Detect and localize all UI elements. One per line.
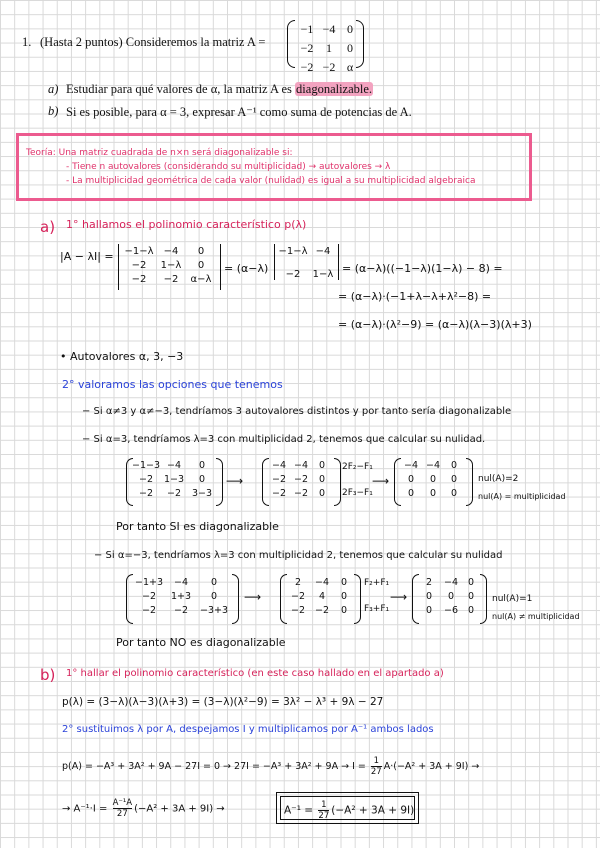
case-3: − Si α=−3, tendríamos λ=3 con multiplicidad 2, tenemos que calcular su nulidad: [94, 550, 503, 561]
matrix-cell: −2: [163, 274, 179, 285]
matrix-cell: −2: [131, 274, 147, 285]
fraction-denominator: 27: [370, 767, 382, 777]
derivation-line-1-head: p(A) = −A³ + 3A² + 9A − 27I = 0 → 27I = −A³ + 3A² + 9A → I =: [62, 761, 369, 772]
minor-matrix: [278, 246, 338, 280]
matrix-cell: 1: [326, 41, 332, 55]
problem-number: 1.: [22, 35, 32, 49]
matrix-cell: 0: [429, 474, 437, 485]
nullity-2-note: nul(A) ≠ multiplicidad: [492, 612, 580, 621]
section-a-step2: 2° valoramos las opciones que tenemos: [62, 378, 283, 391]
arrow-icon: ⟶: [226, 474, 244, 488]
matrix-cell: −2: [166, 488, 181, 499]
row-op: F₂+F₁: [364, 578, 390, 588]
matrix-cell: 0: [318, 460, 326, 471]
arrow-icon: ⟶: [244, 590, 262, 604]
matrix-cell: −4: [173, 577, 188, 588]
det-bar-right: [220, 244, 221, 290]
result-tail: (−A² + 3A + 9I): [331, 804, 415, 817]
matrix-m6: [418, 577, 480, 616]
matrix-cell: 0: [340, 591, 348, 602]
matrix-cell: 1+3: [170, 591, 192, 602]
matrix-cell: 0: [340, 605, 348, 616]
section-b-label: b): [40, 666, 56, 684]
theory-line-3: - La multiplicidad geométrica de cada valor (nulidad) es igual a su multiplicidad algebraica: [66, 176, 476, 186]
part-a-body: Estudiar para qué valores de α, la matriz A es: [66, 82, 292, 96]
matrix-cell: 2: [294, 577, 302, 588]
eq-line-3: = (α−λ)·(λ²−9) = (α−λ)(λ−3)(λ+3): [338, 318, 532, 331]
matrix-cell: −2: [293, 474, 308, 485]
matrix-cell: 0: [467, 577, 475, 588]
matrix-cell: −1−λ: [278, 246, 308, 257]
matrix-cell: −2: [271, 474, 286, 485]
matrix-cell: 0: [447, 591, 455, 602]
det-bar-left: [118, 244, 119, 290]
matrix-cell: 0: [450, 488, 458, 499]
fraction: [113, 798, 133, 819]
matrix-cell: −4: [322, 22, 336, 36]
matrix-cell: −2: [293, 488, 308, 499]
matrix-cell: −2: [314, 605, 329, 616]
conclusion-2: Por tanto NO es diagonalizable: [116, 636, 286, 649]
section-a-step1: 1° hallamos el polinomio característico p(λ): [66, 218, 307, 231]
matrix-m5: [286, 577, 354, 616]
derivation-line-1: [62, 756, 479, 777]
row-op: 2F₃−F₁: [342, 488, 373, 498]
matrix-m2: [268, 460, 332, 499]
matrix-cell: −4: [166, 460, 181, 471]
matrix-cell: −4: [403, 460, 418, 471]
matrix-cell: 0: [197, 260, 205, 271]
matrix-cell: −4: [425, 460, 440, 471]
matrix-cell: −2: [285, 269, 301, 280]
matrix-cell: −2: [300, 41, 314, 55]
derivation-line-2: [62, 798, 225, 819]
matrix-cell: −4: [271, 460, 286, 471]
m5-bracket-r: [354, 574, 361, 624]
derivation-line-1-tail: A·(−A² + 3A + 9I) →: [383, 761, 480, 772]
matrix-cell: −1: [300, 22, 314, 36]
matrix-cell: 0: [318, 488, 326, 499]
part-b-text: Si es posible, para α = 3, expresar A⁻¹ como suma de potencias de A.: [66, 105, 412, 119]
matrix-a-left-bracket: [287, 20, 295, 68]
matrix-cell: −4: [315, 246, 331, 257]
row-op: F₃+F₁: [364, 604, 390, 614]
section-a-label: a): [40, 218, 56, 236]
section-b-step1: 1° hallar el polinomio característico (en este caso hallado en el apartado a): [66, 668, 444, 679]
m1-bracket-r: [216, 458, 223, 506]
det-times: = (α−λ): [224, 262, 269, 275]
conclusion-1: Por tanto SI es diagonalizable: [116, 520, 279, 533]
theory-line-1: Teoría: Una matriz cuadrada de n×n será diagonalizable si:: [26, 148, 293, 158]
matrix-cell: 0: [198, 474, 206, 485]
matrix-cell: 0: [407, 488, 415, 499]
nullity-1-note: nul(A) = multiplicidad: [478, 492, 566, 501]
matrix-cell: 0: [347, 41, 353, 55]
matrix-cell: 0: [340, 577, 348, 588]
fraction: [371, 756, 382, 777]
fraction-numerator: 1: [318, 800, 329, 811]
part-b-label: b): [48, 104, 59, 118]
matrix-cell: −2: [141, 591, 156, 602]
matrix-m4: [132, 577, 232, 616]
matrix-cell: 0: [407, 474, 415, 485]
matrix-cell: 0: [318, 474, 326, 485]
matrix-cell: 0: [425, 605, 433, 616]
part-a-highlight: diagonalizable.: [296, 82, 373, 96]
matrix-cell: α: [346, 60, 354, 74]
eigenvalues: • Autovalores α, 3, −3: [60, 350, 184, 363]
minor-bar-left: [274, 244, 275, 280]
result-head: A⁻¹ =: [284, 804, 317, 817]
matrix-cell: −2: [138, 488, 153, 499]
eq-line-1: = (α−λ)((−1−λ)(1−λ) − 8) =: [342, 262, 503, 275]
case-1: − Si α≠3 y α≠−3, tendríamos 3 autovalores distintos y por tanto sería diagonalizable: [82, 406, 512, 417]
derivation-line-2-tail: (−A² + 3A + 9I) →: [134, 803, 225, 815]
matrix-cell: −4: [443, 577, 458, 588]
part-a-text: [66, 82, 373, 97]
eq-line-2: = (α−λ)·(−1+λ−λ+λ²−8) =: [338, 290, 492, 303]
arrow-icon: ⟶: [390, 590, 408, 604]
part-a-label: a): [48, 82, 59, 96]
matrix-cell: −2: [322, 60, 336, 74]
matrix-cell: 0: [210, 577, 218, 588]
matrix-cell: −2: [290, 605, 305, 616]
matrix-cell: 1−λ: [160, 260, 182, 271]
m4-bracket-r: [232, 574, 239, 624]
matrix-cell: 0: [210, 591, 218, 602]
matrix-cell: 4: [318, 591, 326, 602]
det-matrix: [122, 246, 216, 285]
final-result: [284, 800, 414, 821]
matrix-cell: 1−λ: [312, 269, 334, 280]
matrix-cell: −2: [300, 60, 314, 74]
matrix-cell: 1−3: [163, 474, 185, 485]
arrow-icon: ⟶: [372, 474, 390, 488]
problem-intro: (Hasta 2 puntos) Consideremos la matriz A =: [40, 35, 266, 49]
matrix-cell: 0: [347, 22, 353, 36]
matrix-cell: 0: [467, 591, 475, 602]
matrix-cell: −3+3: [199, 605, 228, 616]
matrix-cell: −1−3: [132, 460, 161, 471]
matrix-m3: [400, 460, 464, 499]
matrix-cell: −6: [443, 605, 458, 616]
m2-bracket-r: [334, 458, 341, 506]
matrix-cell: 2: [425, 577, 433, 588]
matrix-cell: −4: [314, 577, 329, 588]
matrix-cell: 0: [198, 460, 206, 471]
theory-line-2: - Tiene n autovalores (considerando su multiplicidad) → autovalores → λ: [66, 162, 391, 172]
case-2: − Si α=3, tendríamos λ=3 con multiplicidad 2, tenemos que calcular su nulidad.: [82, 434, 486, 445]
matrix-m1: [132, 460, 216, 499]
matrix-cell: 3−3: [191, 488, 213, 499]
minor-bar-right: [338, 244, 339, 280]
nullity-2: nul(A)=1: [492, 594, 533, 604]
matrix-cell: 0: [197, 246, 205, 257]
fraction-numerator: 1: [371, 756, 382, 767]
matrix-cell: 0: [429, 488, 437, 499]
matrix-cell: −2: [138, 474, 153, 485]
section-b-step2: 2° sustituimos λ por A, despejamos I y multiplicamos por A⁻¹ ambos lados: [62, 724, 434, 735]
matrix-cell: −2: [141, 605, 156, 616]
matrix-a: [296, 22, 360, 75]
nullity-1: nul(A)=2: [478, 474, 519, 484]
char-poly: p(λ) = (3−λ)(λ−3)(λ+3) = (3−λ)(λ²−9) = 3λ² − λ³ + 9λ − 27: [62, 696, 384, 708]
fraction-denominator: 27: [116, 809, 128, 819]
fraction-denominator: 27: [318, 811, 330, 821]
matrix-a-right-bracket: [356, 20, 364, 68]
matrix-cell: 0: [467, 605, 475, 616]
matrix-cell: 0: [450, 474, 458, 485]
matrix-cell: −1−λ: [124, 246, 154, 257]
fraction-numerator: A⁻¹A: [112, 798, 133, 808]
matrix-cell: 0: [425, 591, 433, 602]
fraction: [318, 800, 329, 821]
matrix-cell: −2: [173, 605, 188, 616]
m3-bracket-r: [466, 458, 473, 506]
matrix-cell: 0: [450, 460, 458, 471]
det-lhs: |A − λI| =: [60, 250, 114, 263]
matrix-cell: −2: [131, 260, 147, 271]
matrix-cell: −2: [271, 488, 286, 499]
matrix-cell: −4: [293, 460, 308, 471]
matrix-cell: −4: [163, 246, 179, 257]
m6-bracket-r: [480, 574, 487, 624]
derivation-line-2-head: → A⁻¹·I =: [62, 803, 111, 815]
row-op: 2F₂−F₁: [342, 462, 373, 472]
matrix-cell: −2: [290, 591, 305, 602]
matrix-cell: α−λ: [190, 274, 212, 285]
matrix-cell: −1+3: [134, 577, 163, 588]
